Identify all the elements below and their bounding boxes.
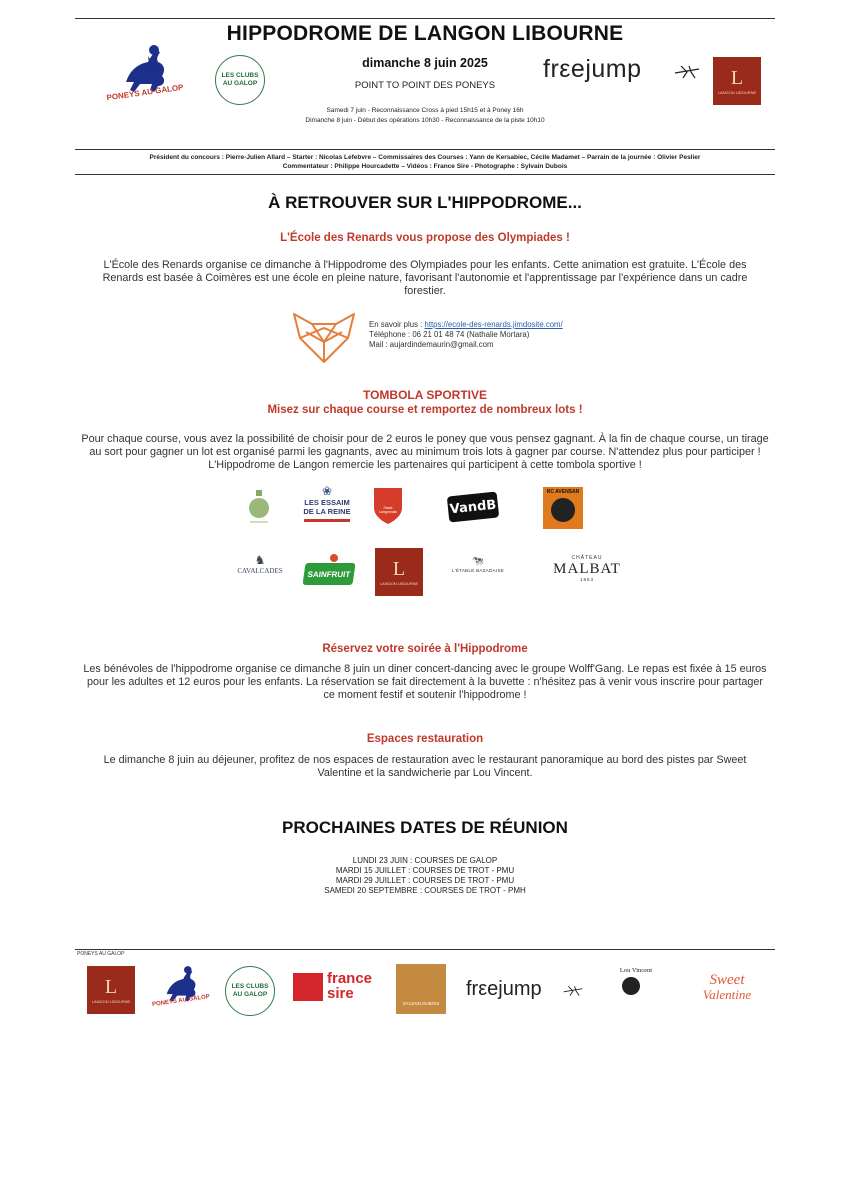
poneys-logo-text: PONEYS AU GALOP — [106, 82, 184, 103]
essaim-line-2: DE LA REINE — [303, 507, 351, 516]
footer-louvincent-logo — [614, 967, 658, 1011]
langon-libourne-logo — [713, 57, 761, 105]
footer-langon-logo — [87, 966, 135, 1014]
footer-sylvain-logo — [396, 964, 446, 1014]
section-title: À RETROUVER SUR L'HIPPODROME... — [268, 193, 582, 212]
sponsor-stade-logo — [372, 484, 404, 526]
sainfruit-text: SAINFRUIT — [307, 569, 351, 579]
etable-text: L'ÉTABLE BAZADAISE — [451, 568, 505, 573]
francesire-emblem — [293, 973, 323, 1001]
sweet-text: Sweet — [709, 972, 745, 988]
sponsor-langon-logo — [375, 548, 423, 596]
langon-logo-text: LANGON LIBOURNE — [717, 89, 757, 95]
header-rule-bottom — [75, 174, 775, 175]
footer-langon-text: LANGON LIBOURNE — [91, 998, 131, 1004]
rc-emblem — [551, 498, 575, 522]
valentine-text: Valentine — [702, 987, 752, 1002]
renards-website-link[interactable]: https://ecole-des-renards.jimdosite.com/ — [424, 320, 563, 329]
bottle-icon — [244, 488, 274, 528]
francesire-text-2: sire — [327, 985, 354, 1002]
officials-line-2: Commentateur : Philippe Hourcadette – Vidéos : France Sire - Photographe : Sylvain Dubois — [282, 163, 568, 170]
officials-line-1: Président du concours : Pierre-Julien Allard – Starter : Nicolas Lefebvre – Commissaires des Courses : Yann de Kersabiec, Cécile Madamet – Parrain de la journée : Olivier Peslier — [149, 154, 701, 161]
footer-francesire-logo — [293, 971, 385, 1005]
sponsor-bottle-logo — [244, 488, 274, 528]
fox-logo-icon — [290, 312, 358, 364]
horse-small-icon: ♞ — [254, 553, 266, 567]
schedule-line-2: Dimanche 8 juin - Début des opérations 10h30 - Reconnaissance de la piste 10h10 — [305, 117, 545, 124]
event-date: dimanche 8 juin 2025 — [362, 56, 488, 70]
stade-text: Stade Langonnais — [378, 506, 398, 514]
renards-mail: Mail : aujardindemaurin@gmail.com — [369, 340, 494, 349]
footer-dragonfly-icon — [562, 984, 584, 998]
rc-text: RC AVENSAN — [546, 489, 580, 495]
clubs-logo-line-1: LES CLUBS — [221, 72, 259, 79]
renards-info-row — [369, 320, 629, 330]
dates-title: PROCHAINES DATES DE RÉUNION — [282, 818, 568, 837]
footer-clubs-line-1: LES CLUBS — [231, 983, 269, 990]
renards-info — [369, 320, 629, 350]
restauration-heading: Espaces restauration — [366, 733, 484, 745]
page-title: HIPPODROME DE LANGON LIBOURNE — [226, 22, 624, 45]
sponsor-etable-logo — [451, 556, 505, 588]
cavalcades-text: CAVALCADES — [237, 567, 283, 575]
malbat-name: MALBAT — [553, 561, 621, 577]
sponsor-sainfruit-logo — [302, 563, 355, 585]
header-rule-top — [75, 149, 775, 150]
malbat-year: 1863 — [579, 577, 594, 582]
renards-text: L'École des Renards organise ce dimanche à l'Hippodrome des Olympiades pour les enfants. Cette animation est gratuite. L'École des Renards est basée à Coimères est une école en pleine nature, favorisant l'autonomie et l'apprentissage par l'expérience dans un cadre forestier. — [102, 259, 748, 297]
sponsor-langon-text: LANGON LIBOURNE — [379, 580, 419, 586]
louvincent-emblem — [622, 977, 640, 995]
restauration-text: Le dimanche 8 juin au déjeuner, profitez de nos espaces de restauration avec le restaurant panoramique au bord des pistes par Sweet Valentine et la sandwicherie par Lou Vincent. — [103, 754, 747, 779]
sponsor-langon-letter: L — [392, 557, 406, 580]
tombola-heading: TOMBOLA SPORTIVE — [362, 388, 487, 402]
date-item: MARDI 15 JUILLET : COURSES DE TROT - PMU — [335, 866, 515, 875]
soiree-heading: Réservez votre soirée à l'Hippodrome — [322, 643, 528, 655]
footer-poneys-logo — [150, 962, 212, 1018]
tombola-subheading: Misez sur chaque course et remportez de nombreux lots ! — [267, 404, 583, 416]
dragonfly-icon — [673, 63, 701, 81]
shield-icon — [372, 484, 404, 526]
essaim-line-1: LES ESSAIM — [304, 498, 350, 507]
vandb-text: VandB — [449, 497, 497, 517]
renards-info-label: En savoir plus : — [369, 320, 425, 329]
schedule-line-1: Samedi 7 juin - Reconnaissance Cross à pied 15h15 et à Poney 16h — [326, 107, 524, 114]
footer-freejump-text: frεejump — [466, 978, 542, 1000]
freejump-logo — [543, 55, 703, 85]
malbat-small: CHÂTEAU — [571, 555, 603, 561]
date-item: LUNDI 23 JUIN : COURSES DE GALOP — [352, 856, 498, 865]
soiree-text: Les bénévoles de l'hippodrome organise ce dimanche 8 juin un diner concert-dancing avec le groupe Wolff'Gang. Le repas est fixée à 15 euros pour les adultes et 12 euros pour les enfants. La réservation se fait directement à la buvette : n'hésitez pas à venir vous inscrire pour partager ce moment festif et soutenir l'hippodrome ! — [83, 663, 767, 701]
footer-rule — [75, 949, 775, 950]
sylvain-text: SYLVAIN DUBOIS — [402, 1001, 440, 1006]
horse-rider-icon — [104, 40, 186, 112]
renards-heading: L'École des Renards vous propose des Olympiades ! — [280, 232, 570, 244]
renards-phone: Téléphone : 06 21 01 48 74 (Nathalie Mortara) — [369, 330, 530, 339]
dates-list — [250, 856, 600, 896]
sponsor-rc-logo — [543, 487, 583, 529]
date-item: MARDI 29 JUILLET : COURSES DE TROT - PMU — [335, 876, 515, 885]
date-item: SAMEDI 20 SEPTEMBRE : COURSES DE TROT - PMH — [324, 886, 526, 895]
bee-icon: ❀ — [321, 484, 333, 498]
clubs-logo-line-2: AU GALOP — [222, 80, 258, 87]
event-name: POINT TO POINT DES PONEYS — [354, 80, 496, 91]
top-rule — [75, 18, 775, 19]
cow-icon: 🐄 — [471, 556, 485, 567]
footer-clubs-logo — [225, 966, 275, 1016]
tombola-text: Pour chaque course, vous avez la possibilité de choisir pour de 2 euros le poney que vous pensez gagnant. À la fin de chaque course, un tirage au sort pour gagner un lot est organisé parmi les gagnants, avec au minimum trois lots à gagner par course. N'attendez plus pour participer ! L'Hippodrome de Langon remercie les partenaires qui participent à cette tombola sportive ! — [81, 433, 769, 471]
sponsor-essaim-logo — [298, 485, 356, 529]
clubs-au-galop-logo — [215, 55, 265, 105]
footer-freejump-logo — [466, 978, 586, 1004]
footer-sweet-logo — [692, 972, 762, 1012]
langon-logo-letter: L — [730, 66, 744, 89]
footer-langon-letter: L — [104, 975, 118, 998]
sponsor-vandb-logo — [447, 491, 499, 522]
essaim-underline — [304, 519, 350, 522]
sponsor-cavalcades-logo — [233, 553, 287, 587]
sponsor-malbat-logo — [550, 555, 624, 589]
footer-poneys-text: PONEYS AU GALOP — [151, 993, 211, 1009]
footer-label: PONEYS AU GALOP — [77, 951, 125, 957]
apple-icon — [329, 553, 339, 563]
francesire-text-1: france — [327, 970, 373, 987]
footer-clubs-line-2: AU GALOP — [232, 991, 268, 998]
poneys-au-galop-logo — [104, 40, 186, 112]
louvincent-text: Lou Vincent — [619, 967, 653, 974]
freejump-logo-text: frεejump — [543, 55, 642, 83]
